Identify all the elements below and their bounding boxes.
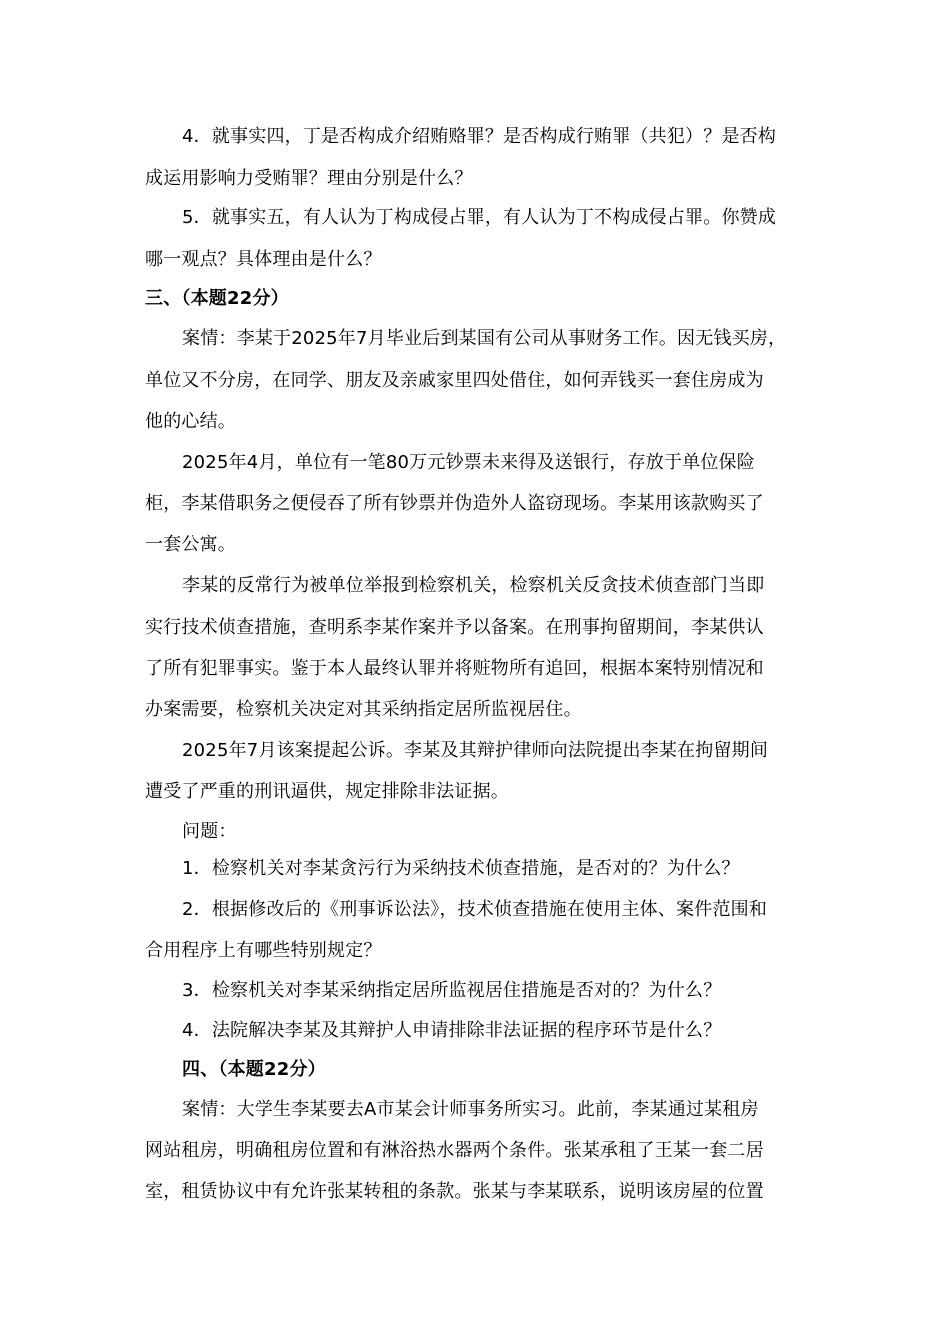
- case-3-para-2-line-3: 一套公寓。: [145, 534, 236, 555]
- case-3-para-1-line-1: 案情：李某于2025年7月毕业后到某国有公司从事财务工作。因无钱买房，: [182, 328, 787, 349]
- case-3-para-3-line-4: 办案需要，检察机关决定对其采纳指定居所监视居住。: [145, 699, 582, 720]
- case-3-question-2-line-2: 合用程序上有哪些特别规定？: [145, 940, 382, 961]
- case-3-para-3-line-1: 李某的反常行为被单位举报到检察机关，检察机关反贪技术侦查部门当即: [182, 575, 765, 596]
- section-3-heading: 三、（本题22分）: [145, 288, 289, 309]
- case-3-question-3: 3．检察机关对李某采纳指定居所监视居住措施是否对的？为什么？: [182, 980, 722, 1001]
- case-3-question-2-line-1: 2．根据修改后的《刑事诉讼法》，技术侦查措施在使用主体、案件范围和: [182, 899, 768, 920]
- case-4-para-1-line-2: 网站租房，明确租房位置和有淋浴热水器两个条件。张某承租了王某一套二居: [145, 1140, 764, 1161]
- case-3-question-4: 4．法院解决李某及其辩护人申请排除非法证据的程序环节是什么？: [182, 1020, 722, 1041]
- case-3-para-3-line-2: 实行技术侦查措施，查明系李某作案并予以备案。在刑事拘留期间，李某供认: [145, 617, 764, 638]
- question-5-line-2: 哪一观点？具体理由是什么？: [145, 249, 382, 270]
- question-5-line-1: 5．就事实五，有人认为丁构成侵占罪，有人认为丁不构成侵占罪。你赞成: [182, 207, 777, 228]
- case-3-para-3-line-3: 了所有犯罪事实。鉴于本人最终认罪并将赃物所有追回，根据本案特别情况和: [145, 658, 764, 679]
- case-4-para-1-line-3: 室，租赁协议中有允许张某转租的条款。张某与李某联系，说明该房屋的位置: [145, 1181, 764, 1202]
- case-3-para-2-line-1: 2025年4月，单位有一笔80万元钞票未来得及送银行，存放于单位保险: [182, 452, 755, 473]
- case-4-para-1-line-1: 案情：大学生李某要去A市某会计师事务所实习。此前，李某通过某租房: [182, 1099, 759, 1120]
- case-3-para-4-line-1: 2025年7月该案提起公诉。李某及其辩护律师向法院提出李某在拘留期间: [182, 740, 769, 761]
- case-3-question-1: 1．检察机关对李某贪污行为采纳技术侦查措施，是否对的？为什么？: [182, 858, 740, 879]
- section-4-heading: 四、（本题22分）: [182, 1059, 326, 1080]
- case-3-para-1-line-2: 单位又不分房，在同学、朋友及亲戚家里四处借住，如何弄钱买一套住房成为: [145, 370, 764, 391]
- questions-label: 问题：: [182, 821, 237, 842]
- question-4-line-2: 成运用影响力受贿罪？理由分别是什么？: [145, 168, 473, 189]
- case-3-para-1-line-3: 他的心结。: [145, 411, 236, 432]
- question-4-line-1: 4．就事实四，丁是否构成介绍贿赂罪？是否构成行贿罪（共犯）？是否构: [182, 126, 777, 147]
- case-3-para-2-line-2: 柜，李某借职务之便侵吞了所有钞票并伪造外人盗窃现场。李某用该款购买了: [145, 493, 764, 514]
- case-3-para-4-line-2: 遭受了严重的刑讯逼供，规定排除非法证据。: [145, 781, 509, 802]
